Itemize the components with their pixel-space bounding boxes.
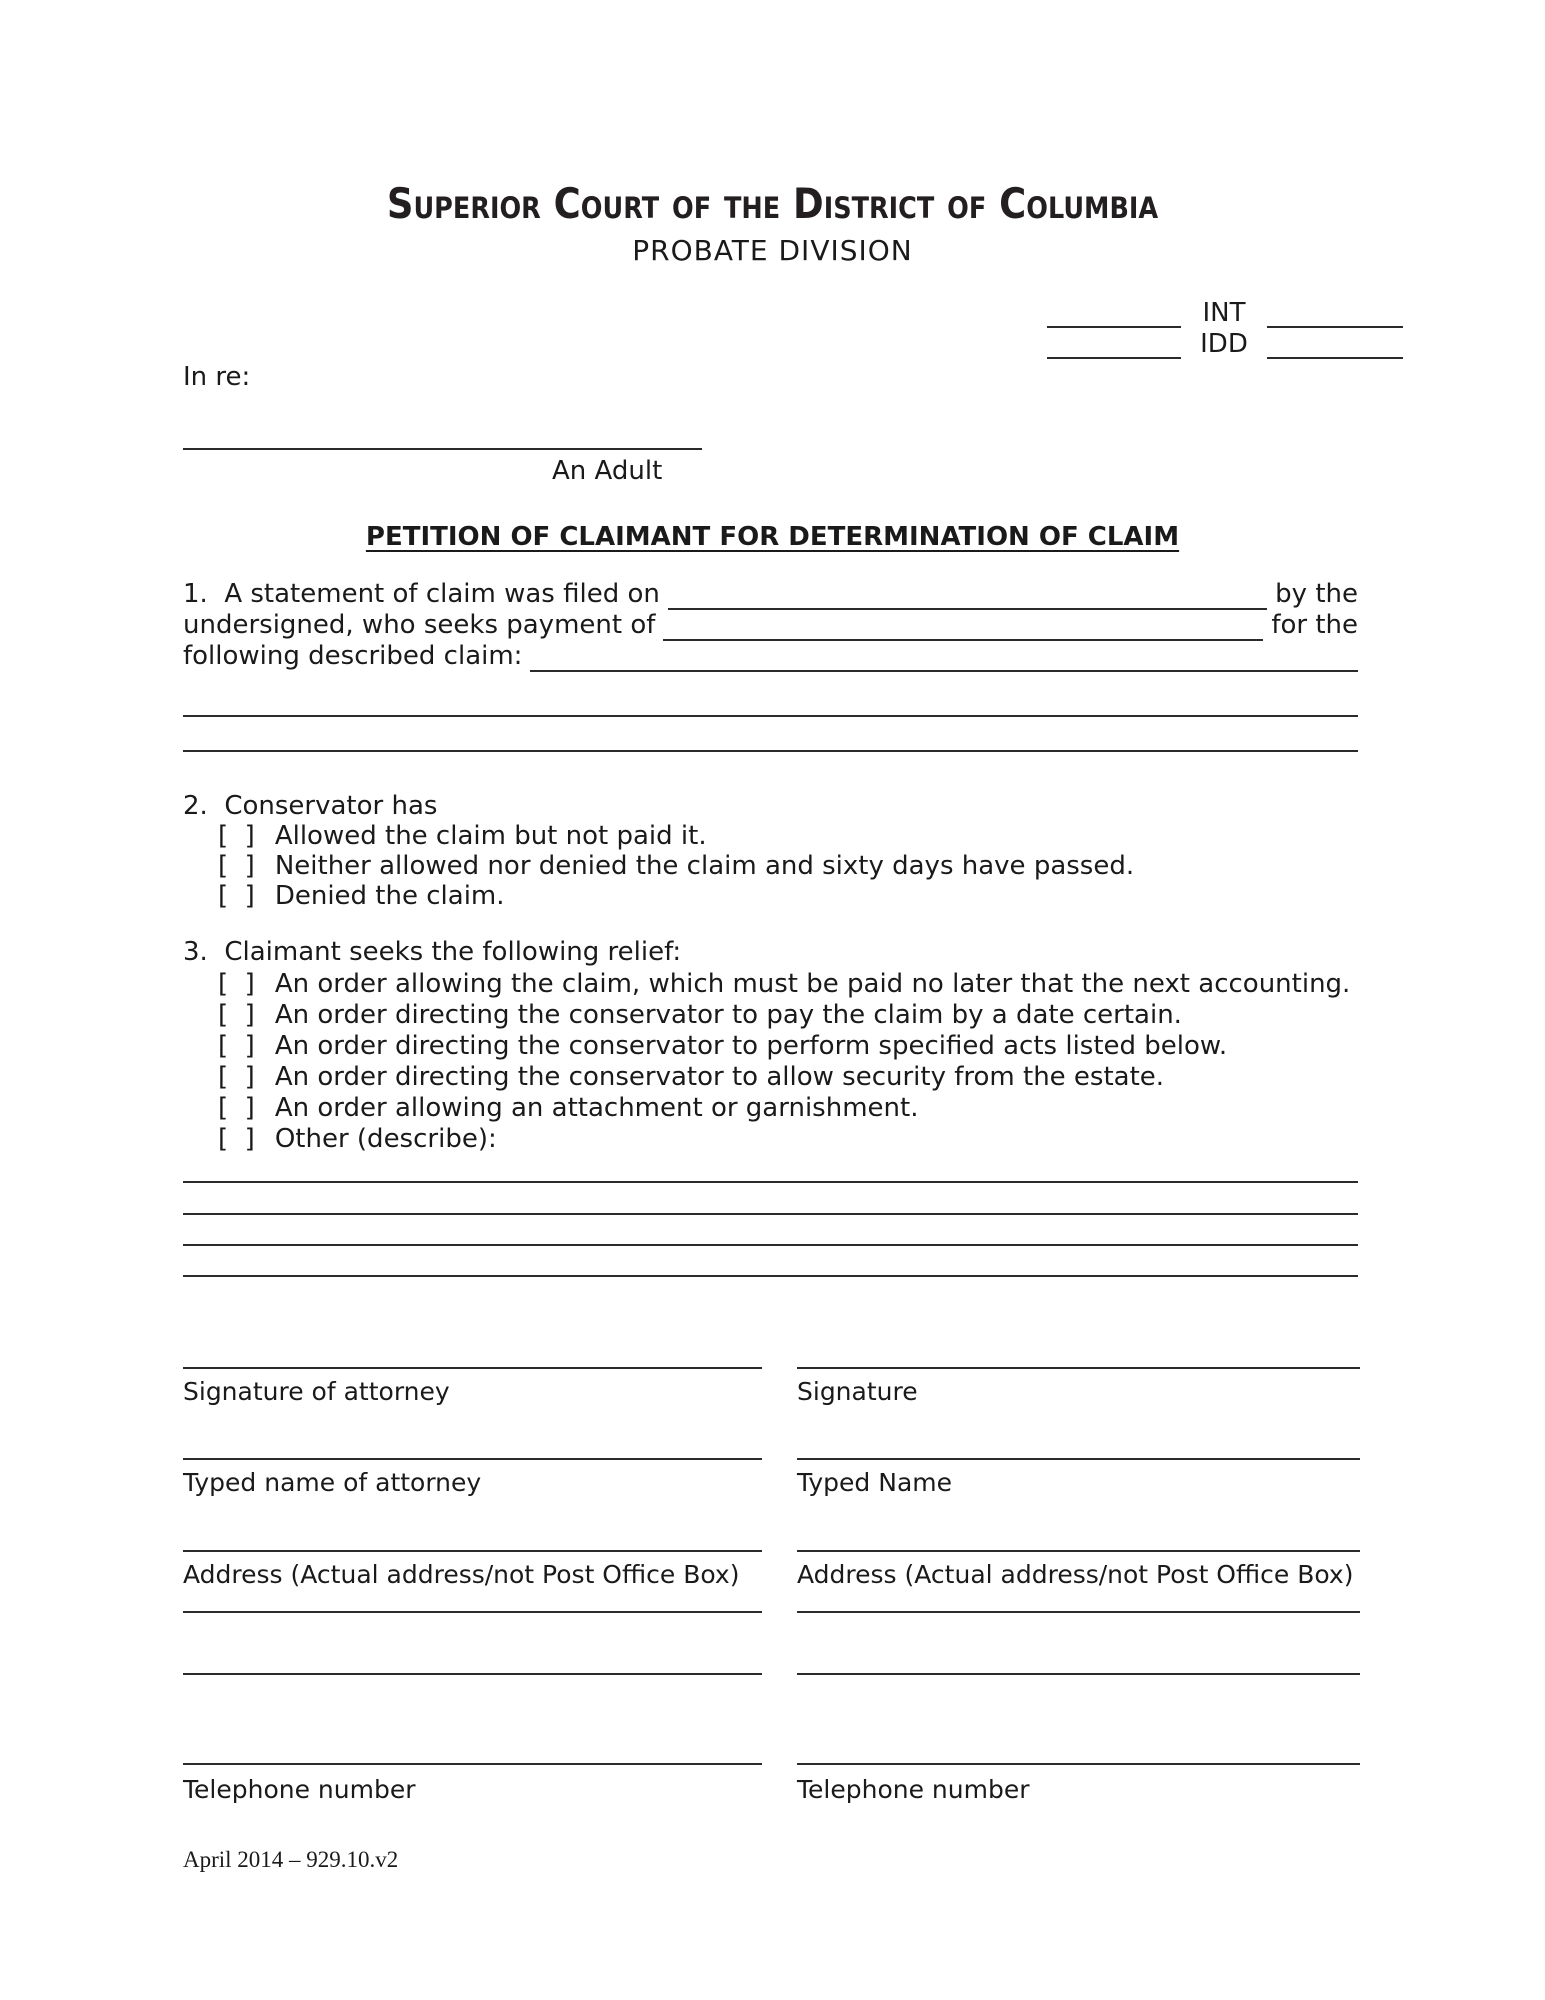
p1-text-before-date: 1. A statement of claim was filed on <box>183 579 660 609</box>
form-version-footer: April 2014 – 929.10.v2 <box>183 1847 399 1872</box>
form-title: PETITION OF CLAIMANT FOR DETERMINATION OF CLAIM <box>365 522 1180 552</box>
claimant-telephone-label: Telephone number <box>797 1775 1030 1804</box>
option-other-describe: [ ] Other (describe): <box>218 1124 497 1154</box>
date-filed-blank[interactable] <box>668 579 1267 610</box>
checkbox-pay-by-date-certain[interactable]: [ ] <box>218 1000 255 1030</box>
paragraph1-line3 <box>183 641 1358 672</box>
claimant-typed-name-line[interactable] <box>797 1429 1360 1460</box>
p1-text-for-the: for the <box>1271 610 1358 640</box>
option-neither-allowed-nor-denied: [ ] Neither allowed nor denied the claim and sixty days have passed. <box>218 851 1135 881</box>
p1-text-payment-of: undersigned, who seeks payment of <box>183 610 656 640</box>
attorney-address-line-3[interactable] <box>183 1644 762 1675</box>
checkbox-neither-allowed-nor-denied[interactable]: [ ] <box>218 851 255 881</box>
claimant-signature-line[interactable] <box>797 1338 1360 1369</box>
checkbox-allowed-not-paid[interactable]: [ ] <box>218 821 255 851</box>
in-re-label: In re: <box>183 362 251 392</box>
idd-right-blank-line[interactable] <box>1267 328 1403 359</box>
int-right-blank-line[interactable] <box>1267 297 1403 328</box>
division-subtitle: PROBATE DIVISION <box>632 234 913 267</box>
option-perform-specified-acts: [ ] An order directing the conservator to perform specified acts listed below. <box>218 1031 1228 1061</box>
option-pay-by-date-certain: [ ] An order directing the conservator to pay the claim by a date certain. <box>218 1000 1182 1030</box>
checkbox-denied-claim[interactable]: [ ] <box>218 881 255 911</box>
option-attachment-garnishment: [ ] An order allowing an attachment or garnishment. <box>218 1093 919 1123</box>
attorney-typed-name-label: Typed name of attorney <box>183 1468 482 1497</box>
attorney-address-line-1[interactable] <box>183 1521 762 1552</box>
attorney-signature-label: Signature of attorney <box>183 1377 450 1406</box>
int-row <box>1047 297 1403 328</box>
other-describe-blank-5[interactable] <box>183 1246 1358 1277</box>
attorney-signature-line[interactable] <box>183 1338 762 1369</box>
option-order-allowing-claim: [ ] An order allowing the claim, which must be paid no later that the next accounting. <box>218 969 1351 999</box>
option-allowed-not-paid: [ ] Allowed the claim but not paid it. <box>218 821 707 851</box>
section3-heading: 3. Claimant seeks the following relief: <box>183 937 682 967</box>
attorney-telephone-line[interactable] <box>183 1734 762 1765</box>
claim-description-blank-3[interactable] <box>183 721 1358 752</box>
section2-heading: 2. Conservator has <box>183 791 438 821</box>
checkbox-allow-security[interactable]: [ ] <box>218 1062 255 1092</box>
payment-amount-blank[interactable] <box>663 610 1263 641</box>
claimant-typed-name-label: Typed Name <box>797 1468 952 1497</box>
attorney-telephone-label: Telephone number <box>183 1775 416 1804</box>
other-describe-blank-2[interactable] <box>183 1152 1358 1183</box>
option-denied-claim: [ ] Denied the claim. <box>218 881 505 911</box>
idd-left-blank-line[interactable] <box>1047 328 1181 359</box>
p1-text-by-the: by the <box>1275 579 1358 609</box>
claimant-address-line-3[interactable] <box>797 1644 1360 1675</box>
checkbox-perform-specified-acts[interactable]: [ ] <box>218 1031 255 1061</box>
checkbox-attachment-garnishment[interactable]: [ ] <box>218 1093 255 1123</box>
claim-description-blank-2[interactable] <box>183 686 1358 717</box>
an-adult-label: An Adult <box>552 456 663 486</box>
paragraph1-line1 <box>183 579 1358 610</box>
int-label: INT <box>1202 298 1246 328</box>
case-number-block <box>1047 297 1403 359</box>
ward-name-line[interactable] <box>183 419 702 450</box>
checkbox-order-allowing-claim[interactable]: [ ] <box>218 969 255 999</box>
claimant-address-label: Address (Actual address/not Post Office Box) <box>797 1560 1354 1589</box>
claimant-signature-label: Signature <box>797 1377 918 1406</box>
int-left-blank-line[interactable] <box>1047 297 1181 328</box>
option-allow-security: [ ] An order directing the conservator to allow security from the estate. <box>218 1062 1165 1092</box>
attorney-address-line-2[interactable] <box>183 1582 762 1613</box>
attorney-address-label: Address (Actual address/not Post Office Box) <box>183 1560 740 1589</box>
checkbox-other-describe[interactable]: [ ] <box>218 1124 255 1154</box>
other-describe-blank-3[interactable] <box>183 1184 1358 1215</box>
attorney-typed-name-line[interactable] <box>183 1429 762 1460</box>
paragraph1-line2 <box>183 610 1358 641</box>
idd-row <box>1047 328 1403 359</box>
claimant-telephone-line[interactable] <box>797 1734 1360 1765</box>
court-title: Superior Court of the District of Columbia <box>386 179 1159 228</box>
claimant-address-line-1[interactable] <box>797 1521 1360 1552</box>
other-describe-blank-4[interactable] <box>183 1215 1358 1246</box>
idd-label: IDD <box>1200 329 1248 359</box>
claim-description-blank-1[interactable] <box>530 641 1358 672</box>
claimant-address-line-2[interactable] <box>797 1582 1360 1613</box>
p1-text-described-claim: following described claim: <box>183 641 523 671</box>
